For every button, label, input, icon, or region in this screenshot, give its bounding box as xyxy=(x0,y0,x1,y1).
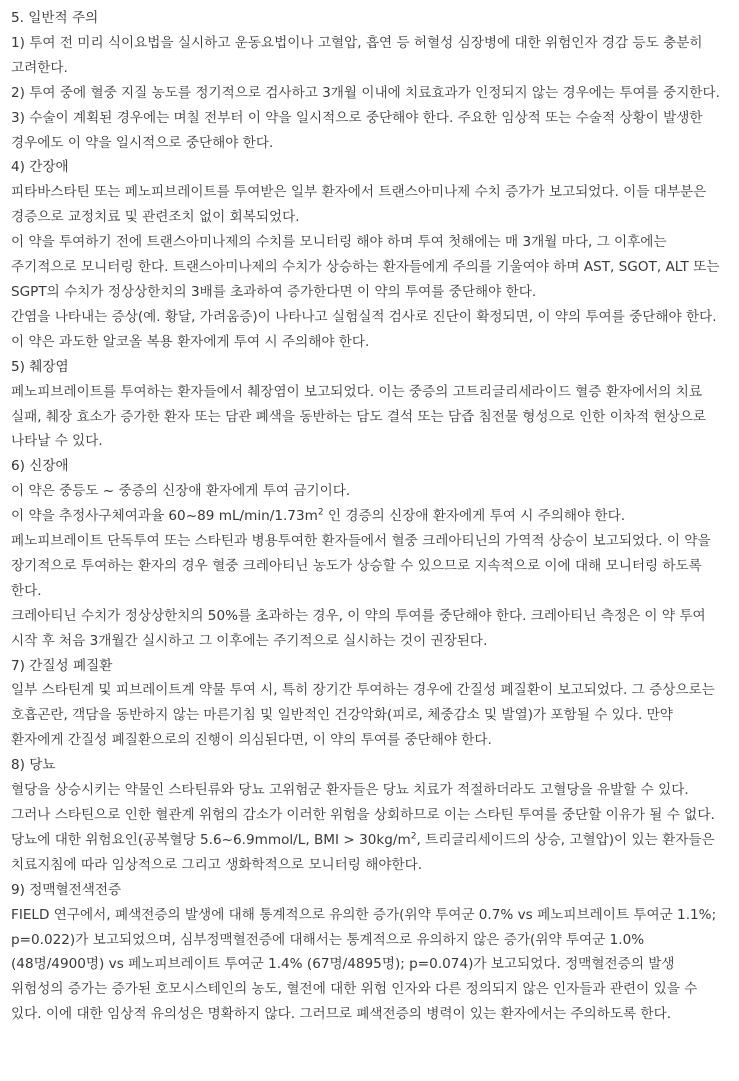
section-heading: 4) 간장애 xyxy=(11,159,69,176)
paragraph: 피타바스타틴 또는 페노피브레이트를 투여받은 일부 환자에서 트랜스아미나제 수치 증가가 보고되었다. 이들 대부분은 경증으로 교정치료 및 관련조치 없이 회복되었다. xyxy=(11,184,707,226)
paragraph: 이 약은 과도한 알코올 복용 환자에게 투여 시 주의해야 한다. xyxy=(11,333,370,350)
paragraph-text: 이 약을 추정사구체여과율 60~89 mL/min/1.73m xyxy=(11,508,318,525)
paragraph-text: 혈당을 상승시키는 약물인 스타틴류와 당뇨 고위험군 환자들은 당뇨 치료가 적절하더라도 고혈당을 유발할 수 있다. 그러나 스타틴으로 인한 혈관계 위험의 감소가 이러한 위험을 상회하므로 이는 스타틴 투여를 중단할 이유가 될 수 없다. 당뇨에 대한 위험요인(공복혈당 5.6~6.9mmol/L, BMI > 30kg/m xyxy=(11,782,715,848)
paragraph xyxy=(11,504,729,529)
paragraph: 페노피브레이트 단독투여 또는 스타틴과 병용투여한 환자들에서 혈중 크레아티닌의 가역적 상승이 보고되었다. 이 약을 장기적으로 투여하는 환자의 경우 혈중 크레아티닌 농도가 상승할 수 있으므로 지속적으로 이에 대해 모니터링 하도록 한다. xyxy=(11,533,711,599)
section-heading: 5. 일반적 주의 xyxy=(11,10,99,26)
superscript: 2 xyxy=(317,507,324,518)
paragraph: 크레아티닌 수치가 정상상한치의 50%를 초과하는 경우, 이 약의 투여를 중단해야 한다. 크레아티닌 측정은 이 약 투여 시작 후 처음 3개월간 실시하고 그 이후에는 주기적으로 실시하는 것이 권장된다. xyxy=(11,607,706,649)
section-heading: 6) 신장애 xyxy=(11,458,69,475)
paragraph: 2) 투여 중에 혈중 지질 농도를 정기적으로 검사하고 3개월 이내에 치료효과가 인정되지 않는 경우에는 투여를 중지한다. xyxy=(11,84,720,101)
section-heading: 7) 간질성 폐질환 xyxy=(11,657,113,674)
paragraph: 일부 스타틴계 및 피브레이트계 약물 투여 시, 특히 장기간 투여하는 경우에 간질성 폐질환이 보고되었다. 그 증상으로는 호흡곤란, 객담을 동반하지 않는 마른기침 및 일반적인 건강악화(피로, 체중감소 및 발열)가 포함될 수 있다. 만약 환자에게 간질성 폐질환으로의 진행이 의심된다면, 이 약의 투여를 중단해야 한다. xyxy=(11,682,715,749)
paragraph: FIELD 연구에서, 폐색전증의 발생에 대해 통계적으로 유의한 증가(위약 투여군 0.7% vs 페노피브레이트 투여군 1.1%; p=0.022)가 보고되었으며, 심부정맥혈전증에 대해서는 통계적으로 유의하지 않은 증가(위약 투여군 1.0%(48명/4900명) vs 페노피브레이트 투여군 1.4% (67명/4895명); p=0.074)가 보고되었다. 정맥혈전증의 발생 위험성의 증가는 증가된 호모시스테인의 농도, 혈전에 대한 위험 인자와 다른 정의되지 않은 인자들과 관련이 있을 수 있다. 이에 대한 임상적 유의성은 명확하지 않다. 그러므로 폐색전증의 병력이 있는 환자에서는 주의하도록 한다. xyxy=(11,906,717,1023)
section-heading: 9) 정맥혈전색전증 xyxy=(11,881,122,898)
paragraph: 간염을 나타내는 증상(예. 황달, 가려움증)이 나타나고 실험실적 검사로 진단이 확정되면, 이 약의 투여를 중단해야 한다. xyxy=(11,308,717,325)
paragraph: 3) 수술이 계획된 경우에는 며칠 전부터 이 약을 일시적으로 중단해야 한다. 주요한 임상적 또는 수술적 상황이 발생한 경우에도 이 약을 일시적으로 중단해야 한다. xyxy=(11,109,703,151)
paragraph: 이 약을 투여하기 전에 트랜스아미나제의 수치를 모니터링 해야 하며 투여 첫해에는 매 3개월 마다, 그 이후에는 주기적으로 모니터링 한다. 트랜스아미나제의 수치가 상승하는 환자들에게 주의를 기울여야 하며 AST, SGOT, ALT 또는 SGPT의 수치가 정상상한치의 3배를 초과하여 증가한다면 이 약의 투여를 중단해야 한다. xyxy=(11,234,720,300)
superscript: 2 xyxy=(410,831,417,842)
paragraph: 페노피브레이트를 투여하는 환자들에서 췌장염이 보고되었다. 이는 중증의 고트리글리세라이드 혈증 환자에서의 치료 실패, 췌장 효소가 증가한 환자 또는 담관 폐색을 동반하는 담도 결석 또는 담즙 침전물 형성으로 인한 이차적 현상으로 나타날 수 있다. xyxy=(11,383,706,450)
section-heading: 8) 당뇨 xyxy=(11,757,56,774)
paragraph-text: , 트리글리세이드의 상승, 고혈압)이 있는 환자들은 치료지침에 따라 임상적으로 그리고 생화학적으로 모니터링 해야한다. xyxy=(11,831,715,873)
paragraph-text: 인 경증의 신장애 환자에게 투여 시 주의해야 한다. xyxy=(323,508,626,525)
paragraph xyxy=(11,778,729,878)
section-heading: 5) 췌장염 xyxy=(11,358,69,375)
paragraph: 이 약은 중등도 ~ 중증의 신장애 환자에게 투여 금기이다. xyxy=(11,483,351,500)
paragraph: 1) 투여 전 미리 식이요법을 실시하고 운동요법이나 고혈압, 흡연 등 허혈성 심장병에 대한 위험인자 경감 등도 충분히 고려한다. xyxy=(11,34,703,76)
